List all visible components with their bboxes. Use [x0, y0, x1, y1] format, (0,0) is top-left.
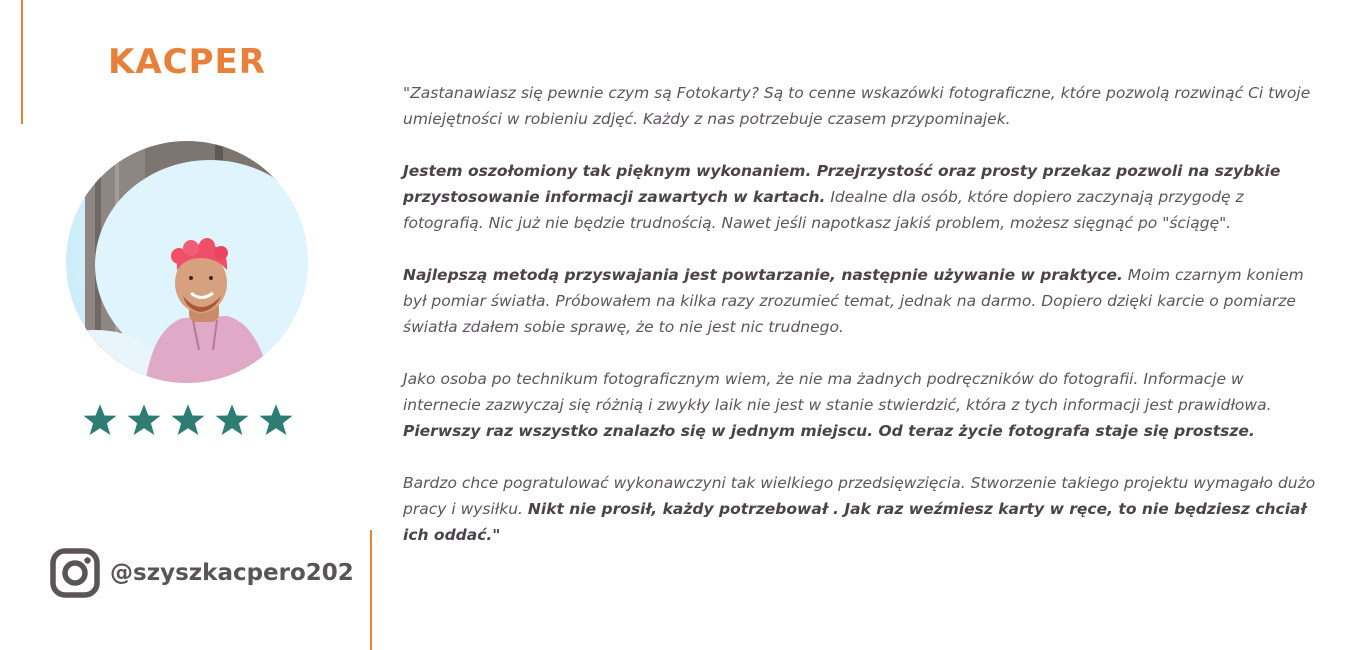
- testimonial-paragraph: [403, 470, 1318, 548]
- testimonial-paragraph: [403, 366, 1318, 444]
- testimonial-text: [403, 80, 1318, 574]
- testimonial-paragraph: [403, 80, 1318, 132]
- testimonial-run: Bardzo chce pogratulować wykonawczyni tak wielkiego przedsięwzięcia. Stworzenie takiego projektu wymagało dużo pracy i wysiłku.: [403, 474, 1316, 518]
- star-icon: [170, 402, 206, 438]
- star-icon: [82, 402, 118, 438]
- testimonial-paragraph: [403, 158, 1318, 236]
- testimonial-emphasis: Pierwszy raz wszystko znalazło się w jednym miejscu. Od teraz życie fotografa staje się prostsze.: [403, 422, 1255, 440]
- testimonial-emphasis: Najlepszą metodą przyswajania jest powtarzanie, następnie używanie w praktyce.: [403, 266, 1123, 284]
- reviewer-name: KACPER: [108, 42, 266, 82]
- star-icon: [126, 402, 162, 438]
- social-handle[interactable]: @szyszkacpero202: [110, 560, 354, 586]
- rating-stars: [82, 402, 294, 438]
- testimonial-run: "Zastanawiasz się pewnie czym są Fotokarty? Są to cenne wskazówki fotograficzne, które pozwolą rozwinąć Ci twoje umiejętności w robieniu zdjęć. Każdy z nas potrzebuje czasem przypominajek.: [403, 84, 1311, 128]
- testimonial-run: Moim czarnym koniem był pomiar światła. Próbowałem na kilka razy zrozumieć temat, jednak na darmo. Dopiero dzięki karcie o pomiarze światła zdałem sobie sprawę, że to nie jest nic trudnego.: [403, 266, 1304, 336]
- social-link[interactable]: [50, 548, 354, 598]
- accent-divider-top: [21, 0, 23, 124]
- testimonial-run: Idealne dla osób, które dopiero zaczynają przygodę z fotografią. Nic już nie będzie trudnością. Nawet jeśli napotkasz jakiś problem, możesz sięgnąć po "ściągę".: [403, 188, 1244, 232]
- star-icon: [258, 402, 294, 438]
- testimonial-run: Jako osoba po technikum fotograficznym wiem, że nie ma żadnych podręczników do fotografii. Informacje w internecie zazwyczaj się różnią i zwykły laik nie jest w stanie stwierdzić, która z tych informacji jest prawidłowa.: [403, 370, 1272, 414]
- instagram-icon[interactable]: [50, 548, 100, 598]
- testimonial-emphasis: Jestem oszołomiony tak pięknym wykonaniem. Przejrzystość oraz prosty przekaz pozwoli na szybkie przystosowanie informacji zawartych w kartach.: [403, 162, 1281, 206]
- accent-divider-bottom: [370, 530, 372, 650]
- testimonial-emphasis: Nikt nie prosił, każdy potrzebował . Jak raz weźmiesz karty w ręce, to nie będziesz chciał ich oddać.": [403, 500, 1307, 544]
- reviewer-photo: [65, 140, 310, 385]
- testimonial-paragraph: [403, 262, 1318, 340]
- star-icon: [214, 402, 250, 438]
